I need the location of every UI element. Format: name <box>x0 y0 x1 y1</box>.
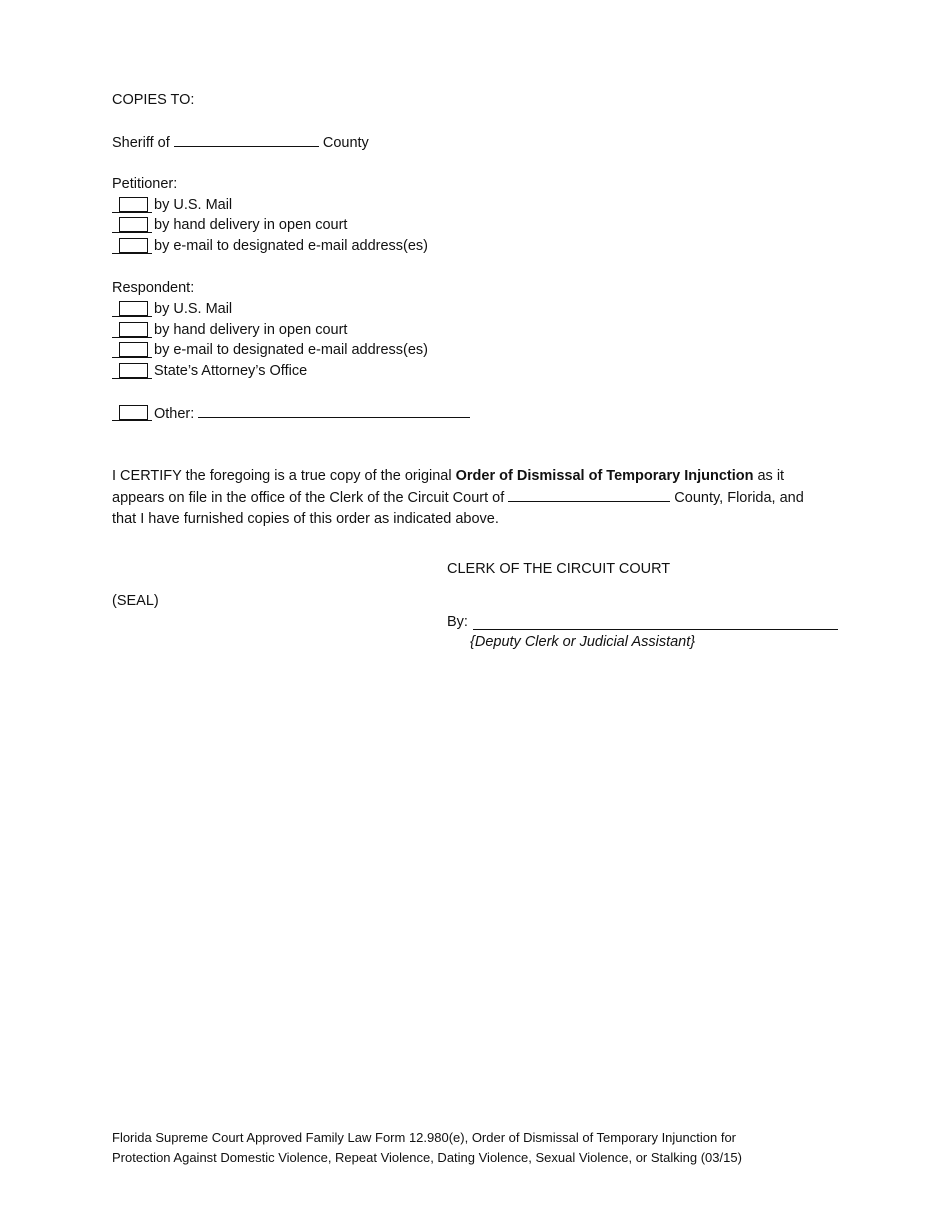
petitioner-heading: Petitioner: <box>112 176 178 192</box>
certification-text-1: I CERTIFY the foregoing is a true copy of the original <box>112 468 456 484</box>
other-line <box>154 403 470 423</box>
petitioner-email-label: by e-mail to designated e-mail address(es) <box>154 238 429 254</box>
clerk-title: CLERK OF THE CIRCUIT COURT <box>447 561 671 577</box>
seal-label: (SEAL) <box>112 593 159 609</box>
certification-paragraph <box>112 466 832 530</box>
certification-order-title: Order of Dismissal of Temporary Injunction <box>455 468 754 484</box>
sheriff-county-field[interactable] <box>174 132 319 147</box>
footer-line-2: Protection Against Domestic Violence, Repeat Violence, Dating Violence, Sexual Violence, or Stalking (03/15) <box>112 1149 742 1165</box>
circuit-county-field[interactable] <box>508 487 670 502</box>
respondent-email-label: by e-mail to designated e-mail address(es) <box>154 342 429 358</box>
form-footer <box>112 1128 742 1167</box>
copies-to-heading: COPIES TO: <box>112 92 195 108</box>
respondent-heading: Respondent: <box>112 280 195 296</box>
other-label: Other: <box>154 406 195 422</box>
by-label: By: <box>447 614 468 630</box>
other-field[interactable] <box>198 403 470 418</box>
footer-line-1: Florida Supreme Court Approved Family Law Form 12.980(e), Order of Dismissal of Temporary Injunction for <box>112 1130 737 1145</box>
certification-text-2: as it appears on file in the office of the Clerk of the Circuit Court of <box>112 468 785 506</box>
respondent-mail-label: by U.S. Mail <box>154 301 233 317</box>
sheriff-suffix: County <box>322 135 369 151</box>
petitioner-hand-delivery-label: by hand delivery in open court <box>154 217 348 233</box>
signature-caption: {Deputy Clerk or Judicial Assistant} <box>470 634 696 650</box>
signature-line[interactable] <box>473 612 838 630</box>
certification-text-3: County, Florida, and that I have furnished copies of this order as indicated above. <box>112 490 804 527</box>
respondent-hand-delivery-label: by hand delivery in open court <box>154 322 348 338</box>
petitioner-mail-label: by U.S. Mail <box>154 197 233 213</box>
sheriff-line <box>112 132 369 152</box>
state-attorney-label: State’s Attorney’s Office <box>154 363 308 379</box>
sheriff-prefix: Sheriff of <box>112 135 170 151</box>
